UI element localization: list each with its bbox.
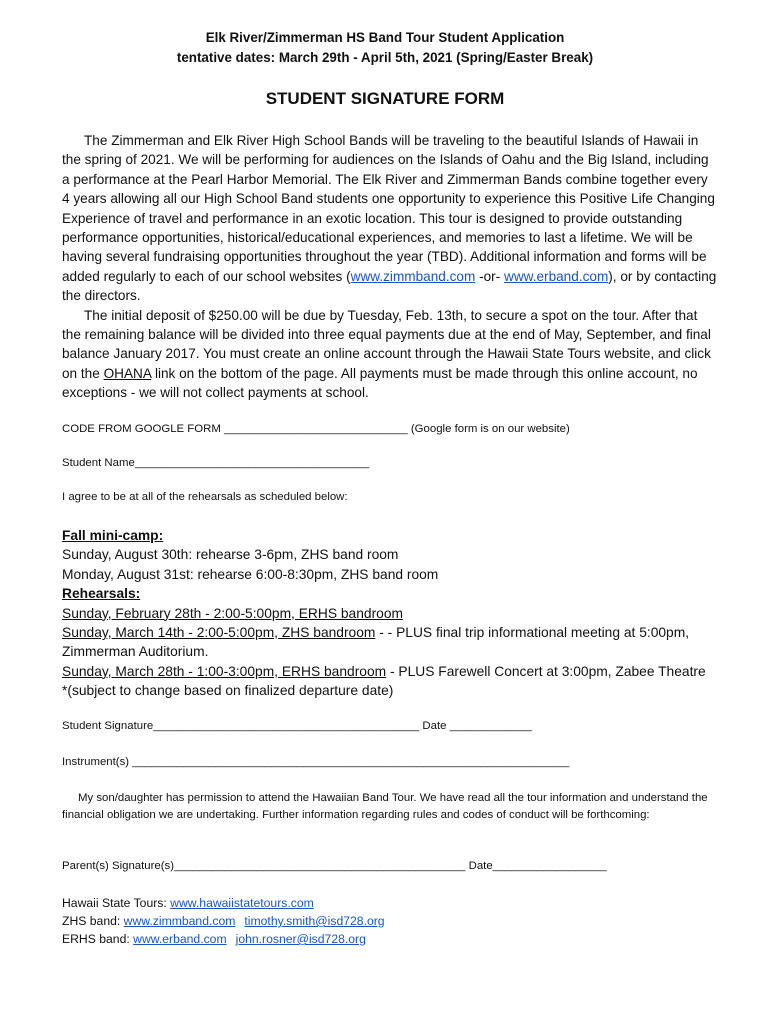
header-title: Elk River/Zimmerman HS Band Tour Student Application	[205, 30, 565, 45]
erband-link[interactable]: www.erband.com	[504, 268, 609, 284]
google-form-code-field[interactable]: CODE FROM GOOGLE FORM _____________________________ (Google form is on our website)	[62, 423, 570, 435]
hst-label: Hawaii State Tours:	[62, 896, 167, 910]
contact-erhs-band	[62, 930, 385, 948]
rehearsal-3	[62, 662, 722, 681]
fall-minicamp-heading: Fall mini-camp:	[62, 528, 164, 543]
intro-paragraph-2	[62, 306, 718, 403]
permission-statement	[62, 790, 712, 824]
permission-text: My son/daughter has permission to attend the Hawaiian Band Tour. We have read all the tour information and understand the financial obligation we are undertaking. Further information regarding rules and codes of conduct will be forthcoming:	[62, 792, 708, 821]
zhs-label: ZHS band:	[62, 914, 121, 928]
rehearsal-schedule	[62, 526, 722, 701]
erhs-label: ERHS band:	[62, 932, 130, 946]
rehearsal-2-note: - - PLUS final trip informational meeting at 5:00pm,	[375, 625, 690, 641]
student-name-field[interactable]: Student Name_____________________________________	[62, 457, 370, 469]
erhs-email-link[interactable]: john.rosner@isd728.org	[235, 932, 366, 946]
intro-paragraph-1	[62, 131, 718, 306]
agree-statement: I agree to be at all of the rehearsals as scheduled below:	[62, 491, 348, 503]
erhs-website-link[interactable]: www.erband.com	[133, 932, 227, 946]
rehearsal-3-date: Sunday, March 28th - 1:00-3:00pm, ERHS bandroom	[62, 663, 387, 679]
rehearsal-1: Sunday, February 28th - 2:00-5:00pm, ERHS bandroom	[62, 605, 404, 621]
intro-p1-or: -or-	[475, 268, 504, 284]
instrument-field[interactable]: Instrument(s) _____________________________________________________________________	[62, 756, 570, 768]
rehearsal-2-date: Sunday, March 14th - 2:00-5:00pm, ZHS bandroom	[62, 625, 376, 641]
intro-text	[62, 131, 718, 403]
intro-p2-end: link on the bottom of the page. All payments must be made through this online account, no exceptions - we will not collect payments at school.	[62, 365, 698, 401]
schedule-note: *(subject to change based on finalized departure date)	[62, 683, 394, 699]
intro-p1-text: The Zimmerman and Elk River High School Bands will be traveling to the beautiful Islands of Hawaii in the spring of 2021. We will be performing for audiences on the Islands of Oahu and the Big Island, including a performance at the Pearl Harbor Memorial. The Elk River and Zimmerman Bands combine together every 4 years allowing all our High School Band students one opportunity to experience this Positive Life Changing Experience of travel and performance in an exotic location. This tour is designed to provide outstanding performance opportunities, historical/educational experiences, and memories to last a lifetime. We will be having several fundraising opportunities throughout the year (TBD). Additional information and forms will be added regularly to each of our school websites (	[62, 133, 715, 284]
rehearsal-2	[62, 623, 722, 642]
contact-zhs-band	[62, 912, 385, 930]
fall-minicamp-day-1: Sunday, August 30th: rehearse 3-6pm, ZHS band room	[62, 547, 399, 563]
fall-minicamp-day-2: Monday, August 31st: rehearse 6:00-8:30pm, ZHS band room	[62, 566, 439, 582]
zhs-website-link[interactable]: www.zimmband.com	[123, 914, 236, 928]
page-title: STUDENT SIGNATURE FORM	[265, 89, 505, 108]
rehearsals-heading: Rehearsals:	[62, 586, 141, 602]
intro-p2-text: The initial deposit of $250.00 will be due by Tuesday, Feb. 13th, to secure a spot on the tour. After that the remaining balance will be divided into three equal payments due at the end of May, September, and final balance January 2017. You must create an online account through the Hawaii State Tours website, and click on the	[62, 307, 711, 381]
hawaii-state-tours-link[interactable]: www.hawaiistatetours.com	[170, 896, 314, 910]
header-dates: tentative dates: March 29th - April 5th, 2021 (Spring/Easter Break)	[176, 50, 594, 65]
parent-signature-field[interactable]: Parent(s) Signature(s)______________________________________________ Date__________________	[62, 860, 607, 872]
zimmband-link[interactable]: www.zimmband.com	[350, 268, 476, 284]
contacts-block	[62, 894, 385, 948]
ohana-link[interactable]: OHANA	[103, 365, 152, 381]
rehearsal-2-location: Zimmerman Auditorium.	[62, 644, 209, 660]
rehearsal-3-note: - PLUS Farewell Concert at 3:00pm, Zabee Theatre	[386, 663, 706, 679]
intro-p1-end: ), or by contacting the directors.	[62, 268, 717, 304]
student-signature-field[interactable]: Student Signature__________________________________________ Date _____________	[62, 720, 533, 732]
zhs-email-link[interactable]: timothy.smith@isd728.org	[244, 914, 385, 928]
contact-hawaii-state-tours	[62, 894, 385, 912]
